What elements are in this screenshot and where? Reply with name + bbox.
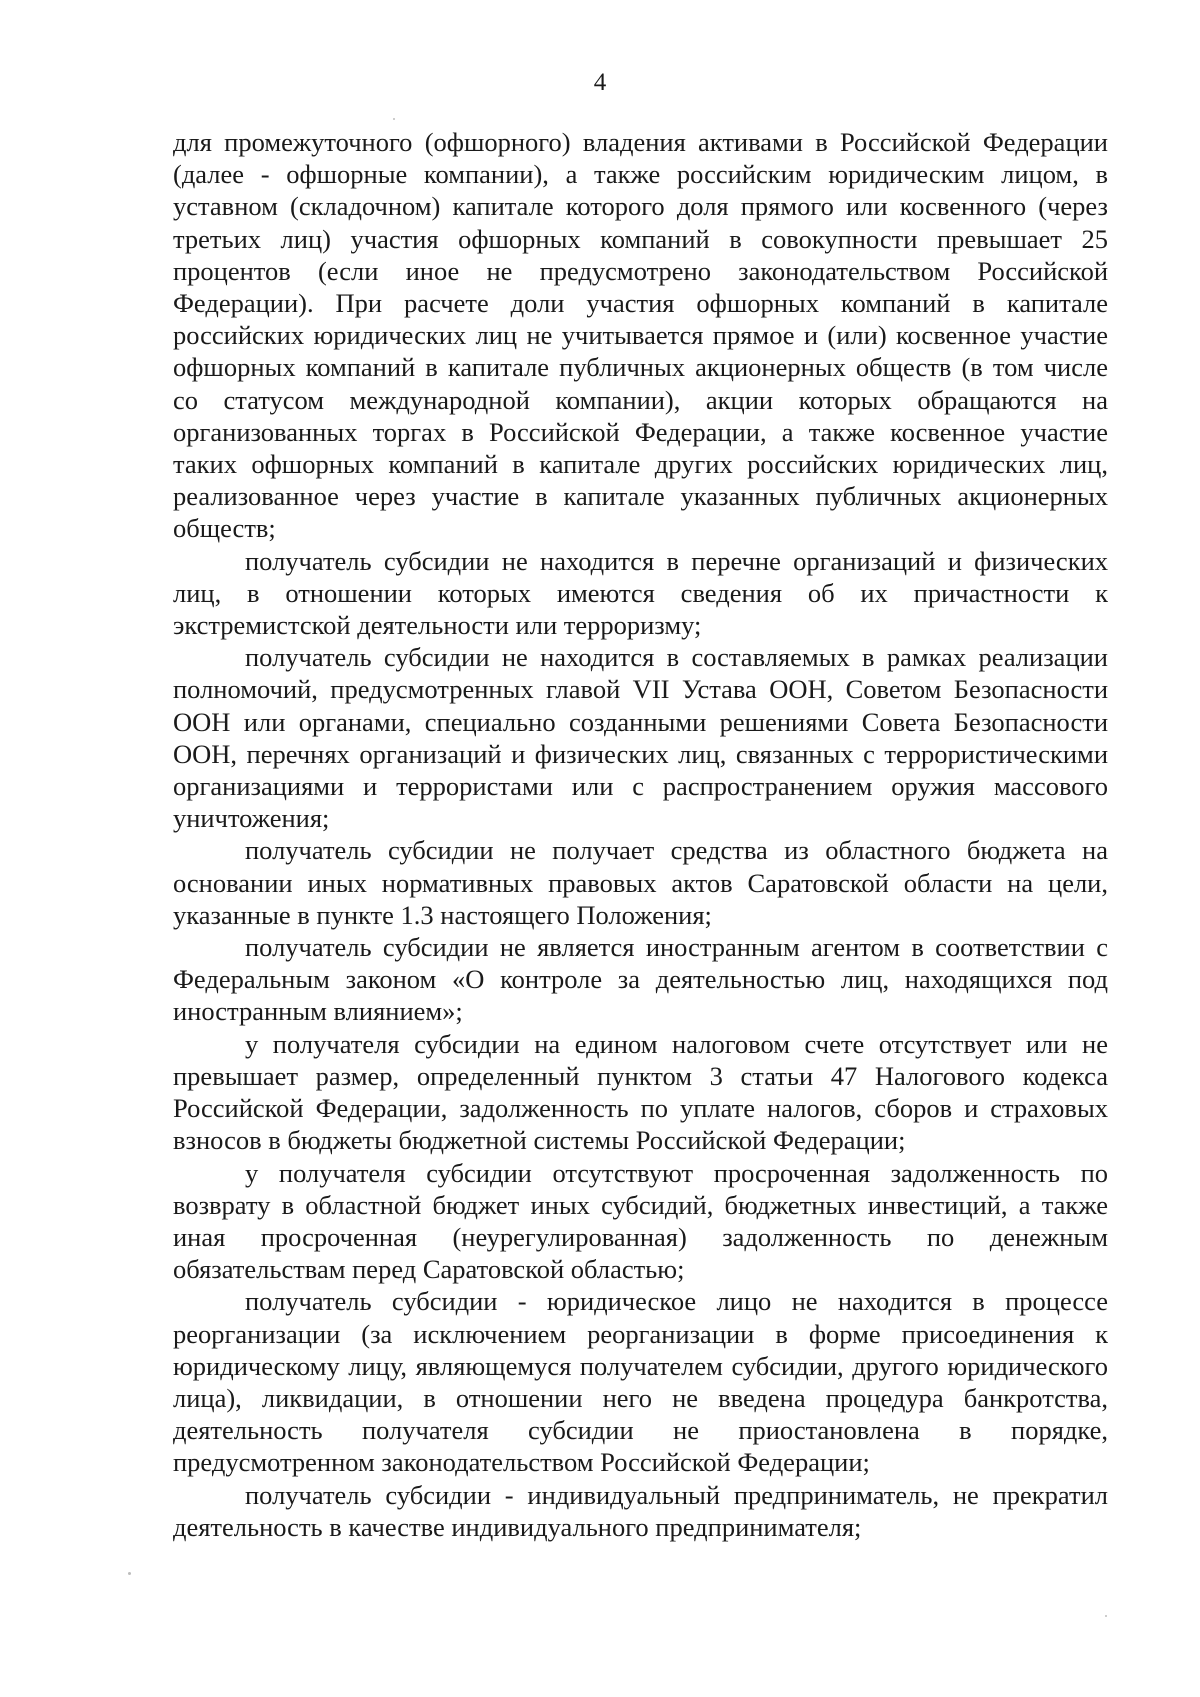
paragraph-entrepreneur-status: получатель субсидии - индивидуальный предприниматель, не прекратил деятельность в качестве индивидуального предпринимателя; bbox=[173, 1479, 1108, 1542]
scan-speck bbox=[393, 118, 395, 120]
page-number: 4 bbox=[593, 69, 607, 96]
paragraph-overdue-debt: у получателя субсидии отсутствуют просроченная задолженность по возврату в областной бюджет иных субсидий, бюджетных инвестиций, а также иная просроченная (неурегулированная) задолженность по денежным обязательствам перед Саратовской областью; bbox=[173, 1157, 1108, 1285]
paragraph-legal-entity-status: получатель субсидии - юридическое лицо не находится в процессе реорганизации (за исключением реорганизации в форме присоединения к юридическому лицу, являющемуся получателем субсидии, другого юридического лица), ликвидации, в отношении него не введена процедура банкротства, деятельность получателя субсидии не приостановлена в порядке, предусмотренном законодательством Российской Федерации; bbox=[173, 1286, 1108, 1478]
scan-speck bbox=[1105, 1615, 1107, 1617]
paragraph-other-budget-funds: получатель субсидии не получает средства из областного бюджета на основании иных нормативных правовых актов Саратовской области на цели, указанные в пункте 1.3 настоящего Положения; bbox=[173, 835, 1108, 930]
scan-speck bbox=[128, 1572, 131, 1575]
paragraph-foreign-agent: получатель субсидии не является иностранным агентом в соответствии с Федеральным законом «О контроле за деятельностью лиц, находящихся под иностранным влиянием»; bbox=[173, 932, 1108, 1027]
document-body bbox=[173, 126, 1108, 1543]
paragraph-un-sanctions-list: получатель субсидии не находится в составляемых в рамках реализации полномочий, предусмотренных главой VII Устава ООН, Советом Безопасности ООН или органами, специально созданными решениями Совета Безопасности ООН, перечнях организаций и физических лиц, связанных с террористическими организациями и террористами или с распространением оружия массового уничтожения; bbox=[173, 642, 1108, 834]
paragraph-offshore-companies: для промежуточного (офшорного) владения активами в Российской Федерации (далее - офшорные компании), а также российским юридическим лицом, в уставном (складочном) капитале которого доля прямого или косвенного (через третьих лиц) участия офшорных компаний в совокупности превышает 25 процентов (если иное не предусмотрено законодательством Российской Федерации). При расчете доли участия офшорных компаний в капитале российских юридических лиц не учитывается прямое и (или) косвенное участие офшорных компаний в капитале публичных акционерных обществ (в том числе со статусом международной компании), акции которых обращаются на организованных торгах в Российской Федерации, а также косвенное участие таких офшорных компаний в капитале других российских юридических лиц, реализованное через участие в капитале указанных публичных акционерных обществ; bbox=[173, 127, 1108, 544]
paragraph-extremism-list: получатель субсидии не находится в перечне организаций и физических лиц, в отношении которых имеются сведения об их причастности к экстремистской деятельности или терроризму; bbox=[173, 545, 1108, 641]
paragraph-tax-debt: у получателя субсидии на едином налоговом счете отсутствует или не превышает размер, определенный пунктом 3 статьи 47 Налогового кодекса Российской Федерации, задолженность по уплате налогов, сборов и страховых взносов в бюджеты бюджетной системы Российской Федерации; bbox=[173, 1028, 1108, 1156]
